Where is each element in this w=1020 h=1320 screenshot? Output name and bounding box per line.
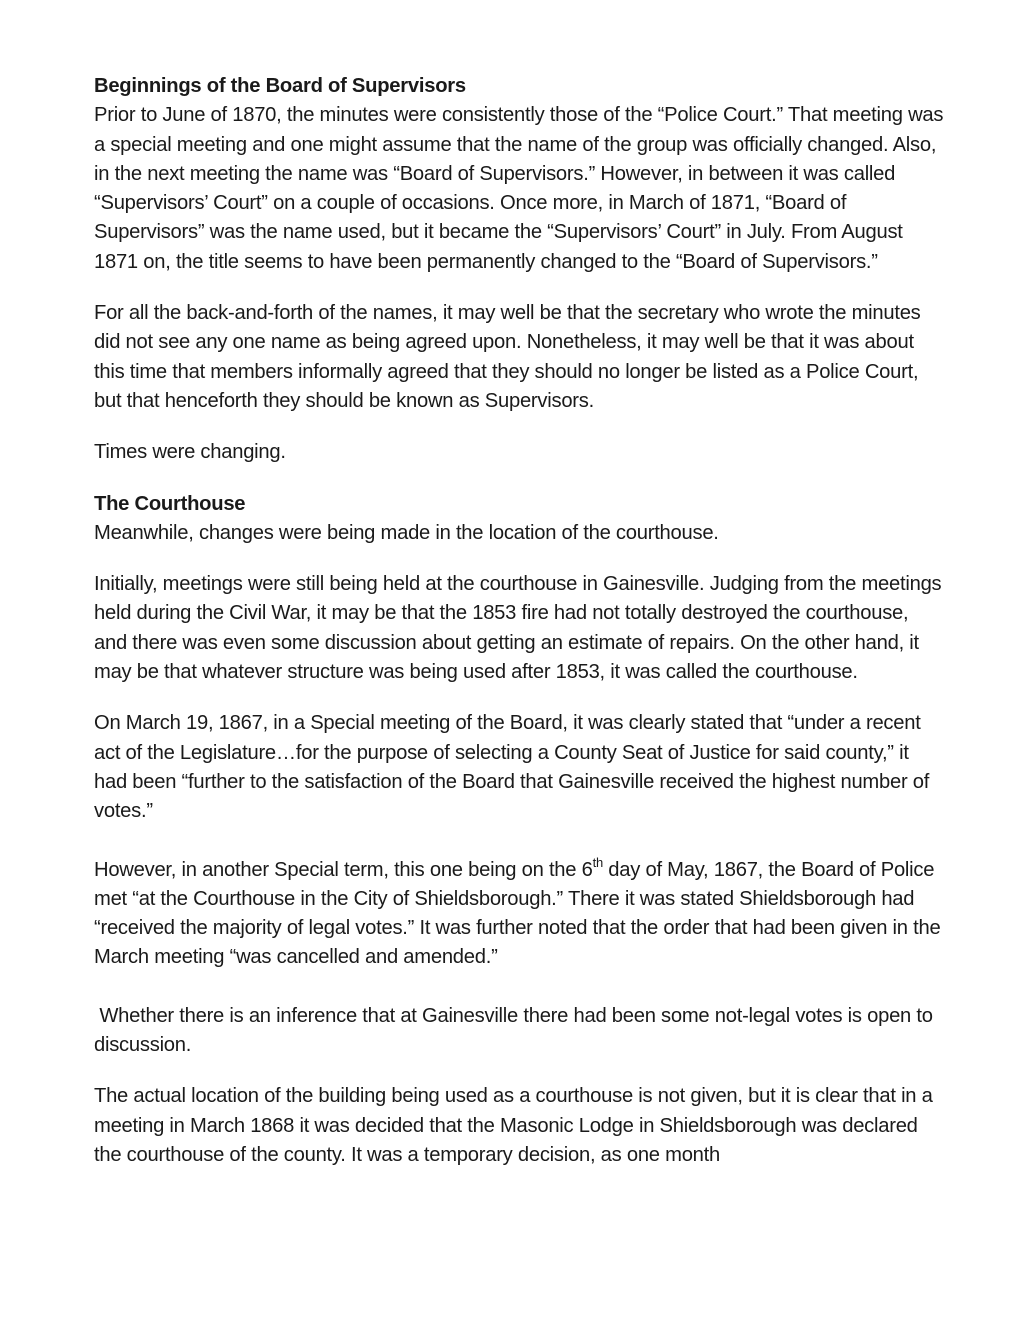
- section-heading: The Courthouse: [94, 492, 246, 515]
- paragraph: Times were changing.: [94, 441, 286, 464]
- paragraph: For all the back-and-forth of the names, it may well be that the secretary who wrote the minutes did not see any one name as being agreed upon. Nonetheless, it may well be that it was about this time that members informally agreed that they should no longer be listed as a Police Court, but that henceforth they should be known as Supervisors.: [94, 302, 921, 412]
- document-page: [94, 72, 944, 1192]
- section-board-of-supervisors: [94, 72, 944, 468]
- ordinal-superscript: th: [592, 854, 603, 870]
- paragraph-text: However, in another Special term, this one being on the 6: [94, 858, 593, 881]
- paragraph-may-1867: [94, 856, 944, 973]
- paragraph: Meanwhile, changes were being made in the location of the courthouse.: [94, 521, 719, 544]
- paragraph: Prior to June of 1870, the minutes were consistently those of the “Police Court.” That meeting was a special meeting and one might assume that the name of the group was officially changed. Also, in the next meeting the name was “Board of Supervisors.” However, in between it was called “Supervisors’ Court” on a couple of occasions. Once more, in March of 1871, “Board of Supervisors” was the name used, but it became the “Supervisors’ Court” in July. From August 1871 on, the title seems to have been permanently changed to the “Board of Supervisors.”: [94, 104, 944, 273]
- paragraph: The actual location of the building being used as a courthouse is not given, but it is clear that in a meeting in March 1868 it was decided that the Masonic Lodge in Shieldsborough was declared the courthouse of the county. It was a temporary decision, as one month: [94, 1085, 933, 1166]
- section-heading: Beginnings of the Board of Supervisors: [94, 75, 466, 97]
- paragraph: Whether there is an inference that at Gainesville there had been some not-legal votes is open to discussion.: [94, 1004, 939, 1057]
- section-courthouse: [94, 490, 944, 1171]
- paragraph-text: day of May, 1867, the Board of Police met “at the Courthouse in the City of Shieldsborough.” There it was stated Shieldsborough had “received the majority of legal votes.” It was further noted that the order that had been given in the March meeting “was cancelled and amended.”: [94, 858, 941, 969]
- paragraph: On March 19, 1867, in a Special meeting of the Board, it was clearly stated that “under a recent act of the Legislature…for the purpose of selecting a County Seat of Justice for said county,” it had been “further to the satisfaction of the Board that Gainesville received the highest number of votes.”: [94, 712, 930, 823]
- paragraph: Initially, meetings were still being held at the courthouse in Gainesville. Judging from the meetings held during the Civil War, it may be that the 1853 fire had not totally destroyed the courthouse, and there was even some discussion about getting an estimate of repairs. On the other hand, it may be that whatever structure was being used after 1853, it was called the courthouse.: [94, 573, 942, 684]
